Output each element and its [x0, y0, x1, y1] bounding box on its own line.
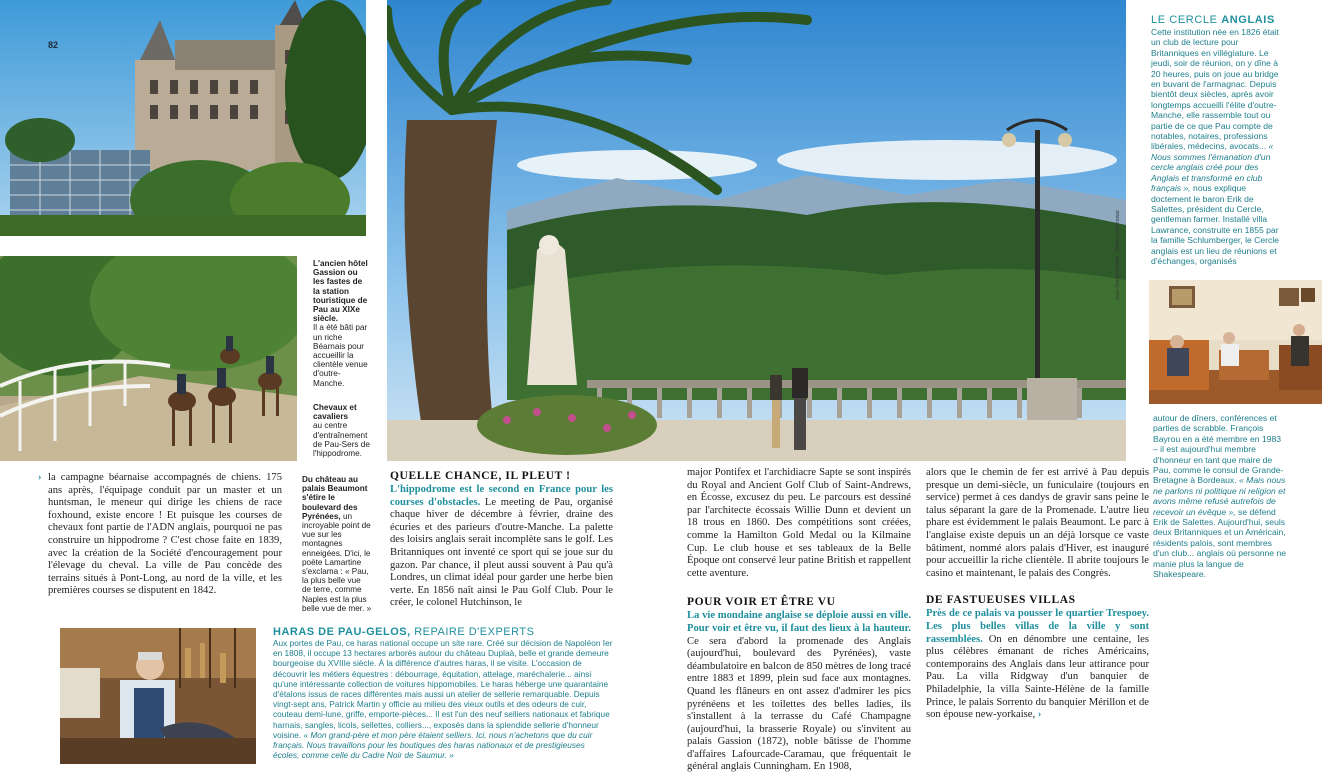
cercle-quote: « Nous sommes l'émanation d'un cercle anglais créé pour des Anglais et transformé en club français », [1151, 141, 1274, 194]
caption-horses-title: Chevaux et cavaliers [313, 403, 357, 422]
caption-view-title: Du château au palais Beaumont s'étire le boulevard des Pyrénées, [302, 475, 368, 521]
photo-hotel-gassion [0, 0, 366, 236]
haras-title-bold: HARAS DE PAU-GELOS, [273, 626, 411, 638]
haras-text [273, 638, 613, 760]
continue-arrow-icon: › [1037, 709, 1042, 721]
section-villas-text [926, 608, 1149, 721]
section-chance-text [390, 484, 613, 610]
cercle-text-continued [1153, 413, 1288, 580]
caption-view-body: un incroyable point de vue sur les montagnes enneigées. D'ici, le poète Lamartine s'exclama : « Pau, la plus belle vue de terre, comme Naples est la plus belle vue de mer. » [302, 511, 372, 613]
haras-title-light: REPAIRE D'EXPERTS [414, 626, 535, 638]
column-4 [926, 467, 1149, 722]
column-2 [390, 470, 613, 610]
caption-hotel-gassion [313, 259, 371, 388]
photo-credit: Jean-Daniel Sudres · Détours en France [1115, 210, 1121, 300]
section-voir-lead: La vie mondaine anglaise se déploie aussi en ville. Pour voir et être vu, il faut des lieux à la hauteur. [687, 610, 911, 634]
continuation-arrow-icon: › [38, 472, 42, 483]
haras-quote: « Mon grand-père et mon père étaient selliers. Ici, nous n'achetons que du cuir français. Nous travaillons pour les boutiques des haras nationaux et de prestigieuses écoles, comme celle du Cadre Noir de Saumur. » [273, 729, 593, 761]
column-4-body: alors que le chemin de fer est arrivé à Pau depuis presque un demi-siècle, un funiculaire (toujours en service) permet à ces dandys de gravir sans peine le talus séparant la gare de la Promenade. L'autre lieu phare est évidemment le palais Beaumont. Le parc à l'anglaise existe depuis un an déjà lorsque ce vaste bâtiment, nommé alors palais d'Hiver, est inauguré pour accueillir la riche clientèle. Il abrite toujours le casino et maintenant, le palais des Congrès. [926, 467, 1149, 579]
photo-horses [0, 256, 297, 461]
page-number: 82 [48, 40, 59, 50]
section-voir-body: Ce sera d'abord la promenade des Anglais (aujourd'hui, boulevard des Pyrénées), vaste déambulatoire en balcon de 850 mètres de long tracé entre 1883 et 1899, plein sud face aux montagnes. Quand les flâneurs en ont assez d'admirer les pics pyrénéens et les toilettes des belles ladies, ils s'installent à la terrasse du Café Champagne (aujourd'hui, la brasserie Royale) ou s'invitent au palais Gassion (1872), noble bâtisse de l'homme d'affaires Lafourcade-Caramau, que fréquentait le général anglais Cunningham. En 1908, [687, 635, 911, 773]
section-voir-heading: POUR VOIR ET ÊTRE VU [687, 596, 836, 609]
section-villas-heading: DE FASTUEUSES VILLAS [926, 594, 1076, 607]
column-3 [687, 467, 911, 774]
cercle-anglais-box [1151, 14, 1286, 266]
haras-title [273, 626, 613, 638]
section-chance-heading: QUELLE CHANCE, IL PLEUT ! [390, 470, 571, 482]
cercle-quote2: « Mais nous ne parlons ni politique ni religion et avons même refusé autrefois de recevoir un évêque », [1153, 475, 1286, 517]
caption-view [302, 475, 372, 613]
section-villas-lead: Près de ce palais va pousser le quartier Trespoey. Les plus belles villas de la ville y sont rassemblées. [926, 608, 1149, 645]
caption-hotel-body: Il a été bâti par un riche Béarnais pour accueillir la clientèle venue d'outre-Manche. [313, 323, 368, 388]
photo-sellier-workshop [60, 628, 256, 764]
column-3-body: major Pontifex et l'archidiacre Sapte se sont inspirés du Royal and Ancient Golf Club of Saint-Andrews, en Écosse, excusez du peu. Le parcours est dessiné par l'architecte écossais Willie Dunn et devient un 18 trous en 1860. Des compétitions sont créées, comme la Hamilton Gold Medal ou la Kilmaine Cup. Le club house et ses tableaux de la Belle Époque ont conservé leur patine British et rappellent cette aventure. [687, 467, 911, 579]
cercle-body: Cette institution née en 1826 était un club de lecture pour Britanniques en villégiature. Le jeudi, soir de réunion, on y dîne à 20 heures, puis on joue au bridge en buvant de l'armagnac. Depuis bientôt deux siècles, après avoir longtemps accueilli l'élite d'outre-Manche, elle rassemble tout ou partie de ce que Pau compte de notables, notaires, professions libérales, médecins, avocats... [1151, 27, 1280, 152]
cercle-body4: se défend Erik de Salettes. Aujourd'hui, seuls deux Britanniques et un Américain, résidents palois, sont membres d'un club... anglais où personne ne manie plus la langue de Shakespeare. [1153, 506, 1287, 580]
column-1-body: la campagne béarnaise accompagnés de chiens. 175 ans après, l'équipage conduit par un master et un huntsman, le meneur qui dirige les chiens de race foxhound, existe encore ! Et puisque les courses de chevaux font partie de l'ADN anglais, pourquoi ne pas construire un hippodrome ? C'est chose faite en 1839, avec la création de la Société d'encouragement pour l'élevage du cheval. La ville de Pau concède des terrains situés à Pont-Long, au nord de la ville, et les premières courses se disputent en 1842. [48, 472, 282, 597]
section-chance-body: Le meeting de Pau, organisé chaque hiver de décembre à février, draine des écuries et des parieurs d'outre-Manche. La palette des loisirs anglais serait incomplète sans le golf. Les Britanniques ont inventé ce sport qui se joue sur du gazon. Par chance, il pleut aussi souvent à Pau qu'à Londres, un climat idéal pour garder une herbe bien verte. En 1856 naît ainsi le Pau Golf Club. Pour le créer, le colonel Hutchinson, le [390, 496, 613, 609]
haras-box [273, 626, 613, 760]
caption-hotel-title: L'ancien hôtel Gassion ou les fastes de la station touristique de Pau au XIXe siècle. [313, 259, 368, 324]
section-chance-lead: L'hippodrome est le second en France pour les courses d'obstacles. [390, 484, 613, 508]
cercle-title-light: LE CERCLE [1151, 14, 1218, 26]
photo-cercle-interior [1149, 280, 1322, 404]
photo-boulevard-pyrenees [387, 0, 1126, 461]
haras-body: Aux portes de Pau, ce haras national occupe un site rare. Créé sur décision de Napoléon Ier en 1808, il occupe 13 hectares arborés autour du château Duplaà, belle et grande demeure bourgeoise du XVIIIe siècle. À la différence d'autres haras, il se visite. L'occasion de découvrir les métiers équestres : débourrage, équitation, attelage, maréchalerie... ainsi qu'une intéressante collection de voitures hippomobiles. Le haras héberge une quarantaine d'étalons issus de races différentes mais aussi un atelier de sellerie remarquable. Depuis vingt-sept ans, Patrick Martin y officie au milieu des vieux outils et des odeurs de cuir, couteau demi-lune, griffe, emporte-pièces... Il est l'un des neuf selliers nationaux et fabrique harnais, sangles, licols, sellettes, colliers..., exposés dans la splendide sellerie d'honneur voisine. [273, 638, 613, 740]
section-villas-body: On en dénombre une centaine, les plus célèbres émanant de riches Américains, contemporains des Anglais dans leur attirance pour Pau. La villa Ridgway d'un banquier de Philadelphie, la villa Sainte-Hélène de la famille Prince, le palais Sorrento du banquier Mérillon et de son épouse new-yorkaise, [926, 633, 1149, 721]
caption-horses-body: au centre d'entraînement de Pau-Sers de l'hippodrome. [313, 421, 370, 459]
cercle-title [1151, 14, 1286, 27]
cercle-body3: autour de dîners, conférences et parties de scrabble. François Bayrou en a été membre en 1983 – il est aujourd'hui membre d'honneur en tant que maire de Pau, comme le consul de Grande-Bretagne à Bordeaux. [1153, 413, 1284, 486]
cercle-title-bold: ANGLAIS [1221, 14, 1275, 26]
cercle-text [1151, 27, 1286, 266]
cercle-body2: nous explique doctement le baron Erik de Salettes, président du Cercle, gentleman farmer. Installé villa Lawrance, construite en 1855 par la famille Schlumberger, le Cercle anglais est un lieu de réunions et d'échanges, organisés [1151, 183, 1280, 266]
column-1 [38, 472, 282, 598]
caption-horses [313, 403, 373, 458]
section-voir-text [687, 610, 911, 774]
